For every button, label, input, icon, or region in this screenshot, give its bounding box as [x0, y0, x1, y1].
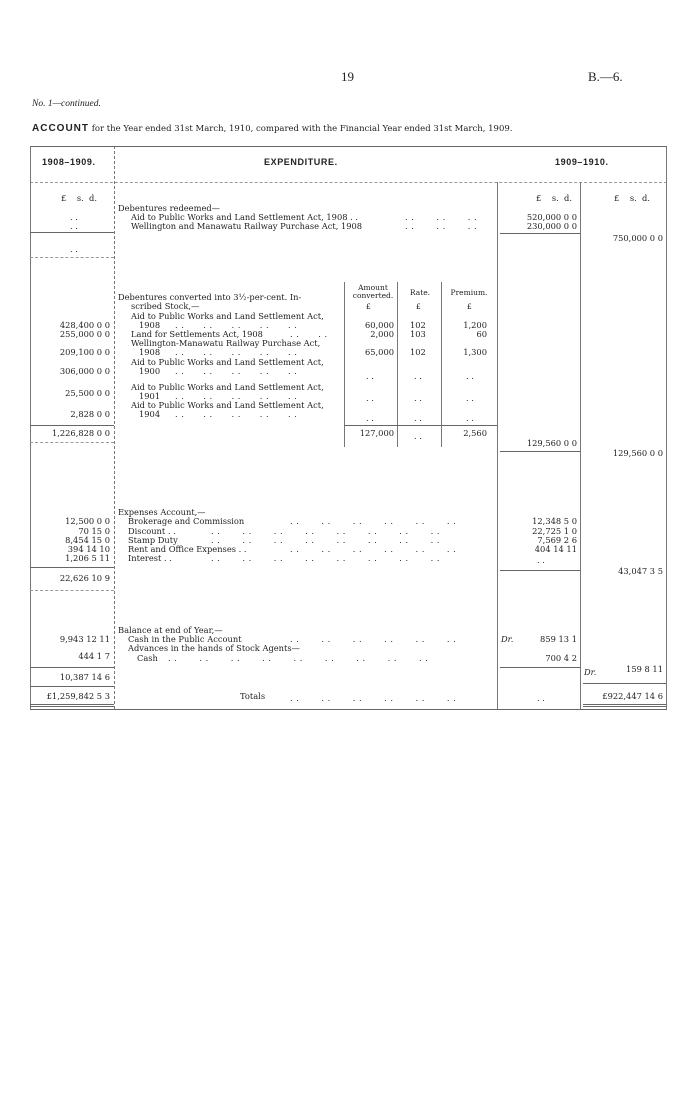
- sec2-row-premium: . .: [466, 393, 474, 403]
- sec2-row-year: 1904: [139, 409, 161, 419]
- account-title: [32, 123, 512, 134]
- col-amount-unit: £: [366, 302, 371, 311]
- sec3-item-left: 8,454 15 0: [65, 535, 110, 545]
- col-rate: Rate.: [409, 288, 431, 297]
- sec2-row-left: 428,400 0 0: [59, 320, 110, 330]
- sec2-row-rate: . .: [414, 393, 422, 403]
- sec3-item-left: 70 15 0: [78, 526, 110, 536]
- table-bottom-rule: [30, 709, 667, 710]
- rule: [583, 706, 666, 707]
- rule: [583, 683, 666, 684]
- sec4-right-total: 159 8 11: [626, 664, 663, 674]
- sec3-item-left: 1,206 5 11: [65, 553, 110, 563]
- table-top-rule: [30, 146, 667, 147]
- sec1-item-left: . .: [70, 221, 78, 231]
- sec2-row-amount: 2,000: [370, 329, 394, 339]
- leader-dots: . . . . . . . . . .: [175, 366, 298, 376]
- sec2-row-left: 209,100 0 0: [59, 347, 110, 357]
- account-subtitle: for the Year ended 31st March, 1910, compared with the Financial Year ended 31st March, 1909.: [91, 124, 513, 134]
- rule: [500, 451, 580, 452]
- sec2-row-label: Aid to Public Works and Land Settlement Act,: [131, 382, 324, 392]
- sec1-item-left: . .: [70, 212, 78, 222]
- sec3-title: Expenses Account,—: [118, 507, 206, 517]
- rule: [500, 570, 580, 571]
- sec2-row-rate: 102: [410, 347, 426, 357]
- sec4-left-total: 10,387 14 6: [59, 672, 110, 682]
- sec3-item-amount: 22,725 1 0: [532, 526, 577, 536]
- leader-dots: . . . . . . . . . . . . . . . .: [211, 526, 441, 536]
- sec3-item-amount: . .: [537, 555, 545, 565]
- sec2-sub-total: 129,560 0 0: [526, 438, 577, 448]
- col-premium-unit: £: [467, 302, 472, 311]
- sec1-item-label: Aid to Public Works and Land Settlement Act, 1908 . .: [131, 212, 359, 222]
- leader-dots: . . . . . . . . . . . . . . . .: [211, 553, 441, 563]
- sec1-title: Debentures redeemed—: [118, 203, 220, 213]
- col-premium: Premium.: [450, 288, 488, 297]
- sec2-row-label: Aid to Public Works and Land Settlement Act,: [131, 357, 324, 367]
- sec2-rate-total: . .: [414, 431, 422, 441]
- sec4-cash-dr: Dr.: [501, 634, 514, 644]
- expenditure-header: EXPENDITURE.: [264, 157, 338, 167]
- sec2-row-rate: . .: [414, 413, 422, 423]
- sec2-left-total: 1,226,828 0 0: [51, 428, 110, 438]
- rule: [583, 704, 666, 705]
- sec1-item-amount: 520,000 0 0: [526, 212, 577, 222]
- leader-dots: . . . . . . . . . .: [175, 347, 298, 357]
- totals-label: Totals: [240, 691, 266, 701]
- left-year-header: 1908–1909.: [42, 157, 96, 167]
- leader-dots: . . . . . .: [405, 221, 478, 231]
- rule: [30, 425, 114, 426]
- sec2-row-premium: . .: [466, 371, 474, 381]
- leader-dots: . . . . . . . . . .: [175, 409, 298, 419]
- sec2-row-premium: 60: [476, 329, 487, 339]
- right-year-header: 1909–1910.: [555, 157, 609, 167]
- leader-dots: . . . . . . . . . . . .: [290, 516, 457, 526]
- rule: [30, 442, 114, 443]
- sec3-item-label: Discount . .: [128, 526, 176, 536]
- leader-dots: . . . . . . . . . .: [175, 391, 298, 401]
- rule: [500, 233, 580, 234]
- sec1-item-label: Wellington and Manawatu Railway Purchase Act, 1908: [131, 221, 363, 231]
- sec4-adv-left: 444 1 7: [78, 651, 110, 661]
- rule: [30, 667, 114, 668]
- totals-mid: . .: [537, 693, 545, 703]
- leader-dots: . . . . . . . . . . . .: [290, 693, 457, 703]
- sec2-row-left: 255,000 0 0: [59, 329, 110, 339]
- col-amount-converted: Amount converted.: [352, 283, 394, 300]
- sec2-row-amount: . .: [366, 413, 374, 423]
- sub-col-divider: [344, 282, 345, 447]
- sec2-row-rate: 103: [410, 329, 426, 339]
- rule: [30, 257, 114, 258]
- mid-col-divider: [497, 182, 498, 709]
- rule: [344, 425, 497, 426]
- sec2-title-line1: Debentures converted into 3½-per-cent. In-: [118, 292, 302, 302]
- sec4-cash-amount: 859 13 1: [540, 634, 577, 644]
- right-border: [666, 146, 667, 709]
- rule: [30, 590, 114, 591]
- sec2-row-left: 306,000 0 0: [59, 366, 110, 376]
- sec2-row-rate: . .: [414, 371, 422, 381]
- sec2-row-year: 1908: [139, 320, 161, 330]
- rule: [30, 706, 114, 707]
- sec3-item-amount: 404 14 11: [534, 544, 577, 554]
- totals-left: £1,259,842 5 3: [46, 691, 110, 701]
- header-rule: [30, 182, 667, 183]
- leader-dots: . . . . . .: [405, 212, 478, 222]
- sec4-cash-left: 9,943 12 11: [59, 634, 110, 644]
- sec2-row-premium: 1,200: [463, 320, 487, 330]
- sec1-right-total: 750,000 0 0: [612, 233, 663, 243]
- sec2-row-left: 25,500 0 0: [65, 388, 110, 398]
- sec2-row-amount: 60,000: [364, 320, 394, 330]
- sec3-item-left: 12,500 0 0: [65, 516, 110, 526]
- rule: [30, 686, 114, 687]
- sec4-right-dr: Dr.: [584, 667, 597, 677]
- sec2-right-total: 129,560 0 0: [612, 448, 663, 458]
- sec2-row-amount: . .: [366, 371, 374, 381]
- sec4-adv-label: Advances in the hands of Stock Agents—: [128, 643, 300, 653]
- sec3-item-label: Brokerage and Commission: [128, 516, 245, 526]
- leader-dots: . . . . . . . . . . . .: [290, 634, 457, 644]
- sec1-item-amount: 230,000 0 0: [526, 221, 577, 231]
- left-border: [30, 146, 31, 709]
- sec2-row-amount: 65,000: [364, 347, 394, 357]
- sec2-title-line2: scribed Stock,—: [131, 301, 200, 311]
- document-reference: B.—6.: [588, 69, 623, 84]
- sec2-row-left: 2,828 0 0: [70, 409, 110, 419]
- sec2-row-amount: . .: [366, 393, 374, 403]
- rule: [30, 232, 114, 233]
- sec2-row-premium: . .: [466, 413, 474, 423]
- sec3-left-total: 22,626 10 9: [59, 573, 110, 583]
- leader-dots: . . . . . . . . . . . . . . . .: [211, 535, 441, 545]
- sec3-item-label: Interest . .: [128, 553, 172, 563]
- mid-currency-heading: £ s. d.: [536, 193, 572, 203]
- left-col-divider: [114, 146, 115, 709]
- sec2-row-year: 1908: [139, 347, 161, 357]
- continued-label: No. 1—continued.: [32, 99, 101, 109]
- leader-dots: . . . .: [290, 329, 328, 339]
- sec1-left-total: . .: [70, 244, 78, 254]
- col-rate-unit: £: [416, 302, 421, 311]
- sec3-right-total: 43,047 3 5: [618, 566, 663, 576]
- rule: [500, 667, 580, 668]
- leader-dots: . . . . . . . . . .: [175, 320, 298, 330]
- totals-right: £922,447 14 6: [602, 691, 663, 701]
- sec3-item-label: Stamp Duty: [128, 535, 178, 545]
- sec3-item-label: Rent and Office Expenses . .: [128, 544, 247, 554]
- sec2-row-year: 1901: [139, 391, 161, 401]
- sec4-adv-sub: Cash: [137, 653, 158, 663]
- sub-col-divider: [441, 282, 442, 447]
- sub-col-divider: [397, 282, 398, 447]
- sec2-row-rate: 102: [410, 320, 426, 330]
- leader-dots: . . . . . . . . . . . . . . . . . .: [168, 653, 429, 663]
- sec2-amount-total: 127,000: [359, 428, 394, 438]
- rule: [30, 567, 114, 568]
- right-currency-heading: £ s. d.: [614, 193, 650, 203]
- sec2-row-label: Land for Settlements Act, 1908: [131, 329, 263, 339]
- sec3-item-amount: 7,569 2 6: [537, 535, 577, 545]
- sec2-row-label: Aid to Public Works and Land Settlement Act,: [131, 311, 324, 321]
- sec2-row-label: Wellington-Manawatu Railway Purchase Act,: [131, 338, 321, 348]
- left-currency-heading: £ s. d.: [61, 193, 97, 203]
- sec4-title: Balance at end of Year,—: [118, 625, 223, 635]
- right-col-divider: [580, 182, 581, 709]
- sec3-item-amount: 12,348 5 0: [532, 516, 577, 526]
- leader-dots: . . . . . . . . . . . .: [290, 544, 457, 554]
- page-number: 19: [341, 69, 354, 84]
- sec2-row-label: Aid to Public Works and Land Settlement Act,: [131, 400, 324, 410]
- rule: [30, 704, 114, 705]
- sec2-premium-total: 2,560: [463, 428, 487, 438]
- sec3-item-left: 394 14 10: [67, 544, 110, 554]
- sec2-row-year: 1900: [139, 366, 161, 376]
- sec4-cash-label: Cash in the Public Account: [128, 634, 242, 644]
- account-word: ACCOUNT: [32, 123, 89, 134]
- sec2-row-premium: 1,300: [463, 347, 487, 357]
- sec4-adv-amount: 700 4 2: [545, 653, 577, 663]
